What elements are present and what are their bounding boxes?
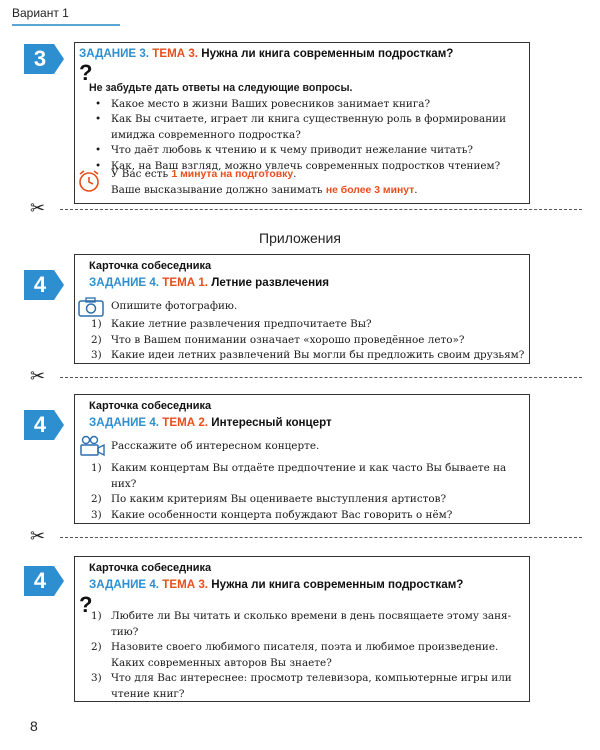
- list-item: • Как, на Ваш взгляд, можно увлечь современных подростков чтением?: [95, 159, 501, 172]
- task-badge-4: 4: [24, 566, 64, 596]
- list-item: 3) Какие особенности концерта побуждают Вас говорить о нём?: [91, 508, 453, 521]
- task-badge-4: 4: [24, 270, 64, 300]
- scissors-icon: ✂: [30, 198, 46, 219]
- task3-intro: Не забудьте дать ответы на следующие вопросы.: [89, 82, 353, 94]
- prep-time-line: У Вас есть 1 минута на подготовку.: [111, 168, 297, 180]
- task3-card: [74, 42, 530, 204]
- list-item: • Какое место в жизни Ваших ровесников занимает книга?: [95, 97, 431, 110]
- question-mark-icon: ?: [79, 60, 93, 85]
- cut-line: [30, 526, 582, 547]
- variant-label: Вариант 1: [12, 6, 69, 20]
- cut-line: [30, 366, 582, 387]
- list-item: 1) Любите ли Вы читать и сколько времени в день посвящаете этому заня- тию?: [91, 610, 512, 638]
- question-mark-icon: ?: [79, 592, 93, 617]
- task3-title: Нужна ли книга современным подросткам?: [201, 47, 454, 60]
- list-item: 3) Что для Вас интереснее: просмотр телевизора, компьютерные игры или чтение книг?: [91, 672, 512, 700]
- list-item: 2) Назовите своего любимого писателя, поэта и любимое произведение. Каких современных авторов Вы знаете?: [91, 641, 499, 669]
- task3-bullets: [89, 97, 529, 175]
- card-concert: [74, 394, 530, 524]
- task3-body: [89, 81, 529, 174]
- card-caption: Карточка собеседника: [89, 400, 212, 412]
- card-questions: [89, 461, 529, 523]
- list-item: 1) Каким концертам Вы отдаёте предпочтение и как часто Вы бываете на них?: [91, 462, 507, 490]
- variant-underline: [12, 24, 120, 26]
- list-item: 2) Что в Вашем понимании означает «хорошо проведённое лето»?: [91, 333, 465, 346]
- card-header: ЗАДАНИЕ 4. ТЕМА 3. Нужна ли книга современным подросткам?: [89, 578, 464, 591]
- list-item: 3) Какие идеи летних развлечений Вы могли бы предложить своим друзьям?: [91, 349, 525, 361]
- task-badge-3: 3: [24, 44, 64, 74]
- card-header: ЗАДАНИЕ 4. ТЕМА 2. Интересный концерт: [89, 416, 332, 429]
- card-header: ЗАДАНИЕ 4. ТЕМА 1. Летние развлечения: [89, 276, 330, 289]
- section-title: Приложения: [259, 230, 341, 246]
- card-caption: Карточка собеседника: [89, 260, 212, 272]
- task-badge-4: 4: [24, 410, 64, 440]
- card-caption: Карточка собеседника: [89, 562, 212, 574]
- list-item: 2) По каким критериям Вы оцениваете выступления артистов?: [91, 493, 447, 505]
- list-item: • Что даёт любовь к чтению и к чему приводит нежелание читать?: [95, 144, 473, 156]
- video-camera-icon: [78, 435, 106, 459]
- list-item: • Как Вы считаете, играет ли книга существенную роль в формировании имиджа современного подростка?: [95, 113, 507, 141]
- cut-line: [30, 198, 582, 219]
- card-books: [74, 556, 530, 702]
- answer-time: не более 3 минут: [325, 185, 415, 196]
- card-summer: [74, 254, 530, 364]
- camera-icon: [78, 297, 102, 317]
- card-instruction: Расскажите об интересном концерте.: [111, 440, 320, 452]
- list-item: 1) Какие летние развлечения предпочитаете Вы?: [91, 318, 372, 330]
- clock-icon: [77, 169, 101, 193]
- scissors-icon: ✂: [30, 366, 46, 387]
- scissors-icon: ✂: [30, 526, 46, 547]
- card-questions: [89, 317, 529, 364]
- zadanie-label: ЗАДАНИЕ 3.: [79, 47, 150, 60]
- prep-time: 1 минута на подготовку: [171, 169, 294, 180]
- task3-header: [79, 47, 453, 60]
- answer-time-line: Ваше высказывание должно занимать не более 3 минут.: [111, 184, 418, 196]
- card-instruction: Опишите фотографию.: [111, 300, 238, 312]
- page-number: 8: [30, 718, 38, 734]
- tema-label: ТЕМА 3.: [152, 47, 199, 60]
- card-questions: [89, 609, 529, 702]
